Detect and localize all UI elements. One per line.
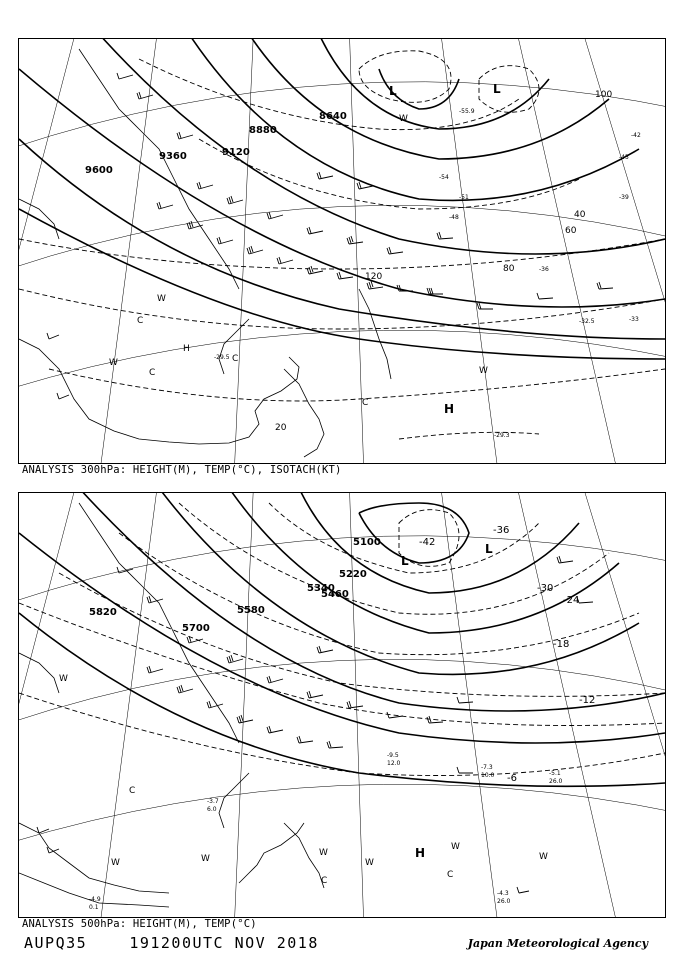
height-label: 5820 bbox=[89, 607, 117, 618]
height-label: 5100 bbox=[353, 537, 381, 548]
station-value: 26.0 bbox=[549, 778, 563, 785]
temp-line-label: -6 bbox=[507, 773, 517, 784]
isotach-label: 100 bbox=[595, 90, 613, 100]
map-300hpa bbox=[19, 39, 665, 463]
warm-marker: W bbox=[451, 842, 460, 852]
height-label: 9120 bbox=[222, 147, 250, 158]
temp-line-label: -42 bbox=[419, 537, 436, 548]
warm-marker: W bbox=[539, 852, 548, 862]
temp-value: -54 bbox=[439, 174, 449, 181]
isotach-label: 80 bbox=[503, 264, 515, 274]
low-center: L bbox=[389, 84, 397, 98]
chart-code-and-time bbox=[24, 934, 319, 952]
high-center: H bbox=[415, 846, 426, 860]
station-value: -5.1 bbox=[549, 770, 561, 777]
isotach-label: 120 bbox=[365, 272, 383, 282]
caption-500hpa: ANALYSIS 500hPa: HEIGHT(M), TEMP(°C) bbox=[22, 918, 257, 930]
height-label: 5700 bbox=[182, 623, 210, 634]
height-label: 5460 bbox=[321, 589, 349, 600]
warm-marker: W bbox=[319, 848, 328, 858]
temp-value: -48 bbox=[449, 214, 459, 221]
isotach-contours-300 bbox=[19, 51, 665, 439]
warm-marker: W bbox=[365, 858, 374, 868]
cold-marker: C bbox=[232, 354, 239, 364]
chart-code: AUPQ35 bbox=[24, 934, 88, 952]
temp-value: -36 bbox=[539, 266, 549, 273]
caption-300hpa: ANALYSIS 300hPa: HEIGHT(M), TEMP(°C), ISOTACH(KT) bbox=[22, 464, 342, 476]
cold-marker: C bbox=[149, 368, 156, 378]
isotach-label: 20 bbox=[275, 423, 287, 433]
temp-line-label: -30 bbox=[537, 583, 554, 594]
height-label: 9360 bbox=[159, 151, 187, 162]
cold-marker: C bbox=[362, 398, 369, 408]
warm-marker: W bbox=[111, 858, 120, 868]
station-value: 0.1 bbox=[89, 904, 99, 911]
height-label: 8640 bbox=[319, 111, 347, 122]
map-panel-500hpa bbox=[18, 492, 666, 918]
graticule-500 bbox=[19, 493, 665, 917]
temp-line-label: -36 bbox=[493, 525, 510, 536]
warm-marker: W bbox=[59, 674, 68, 684]
station-value: -4.9 bbox=[89, 896, 101, 903]
map-500hpa bbox=[19, 493, 665, 917]
station-value: 6.0 bbox=[207, 806, 217, 813]
agency-name: Japan Meteorological Agency bbox=[467, 937, 648, 950]
temp-value: -29.5 bbox=[214, 354, 230, 361]
high-marker: H bbox=[183, 344, 190, 354]
temp-value: -29.3 bbox=[494, 432, 510, 439]
temp-value: -33 bbox=[629, 316, 639, 323]
chart-datetime: 191200UTC NOV 2018 bbox=[129, 934, 319, 952]
temp-line-label: -24 bbox=[563, 595, 580, 606]
height-label: 8880 bbox=[249, 125, 277, 136]
height-label: 5580 bbox=[237, 605, 265, 616]
cold-marker: C bbox=[137, 316, 144, 326]
low-center: L bbox=[485, 542, 493, 556]
height-label: 9600 bbox=[85, 165, 113, 176]
cold-marker: C bbox=[321, 876, 328, 886]
station-value: -4.3 bbox=[497, 890, 509, 897]
station-values-500 bbox=[89, 752, 563, 911]
height-label: 5340 bbox=[307, 583, 335, 594]
low-center: L bbox=[401, 554, 409, 568]
low-center: L bbox=[493, 82, 501, 96]
warm-marker: W bbox=[201, 854, 210, 864]
station-value: -9.5 bbox=[387, 752, 399, 759]
cold-marker: C bbox=[129, 786, 136, 796]
height-labels-500 bbox=[89, 537, 381, 634]
map-panel-300hpa bbox=[18, 38, 666, 464]
height-label: 5220 bbox=[339, 569, 367, 580]
warm-marker: W bbox=[157, 294, 166, 304]
warm-marker: W bbox=[479, 366, 488, 376]
temp-line-label: -12 bbox=[579, 695, 596, 706]
coastlines-500 bbox=[19, 503, 324, 907]
station-value: -3.7 bbox=[207, 798, 219, 805]
isotach-label: 40 bbox=[574, 210, 586, 220]
warm-marker: W bbox=[399, 114, 408, 124]
warm-marker: W bbox=[109, 358, 118, 368]
temp-value: -51 bbox=[459, 194, 469, 201]
station-value: 10.0 bbox=[481, 772, 495, 779]
high-center: H bbox=[444, 402, 455, 416]
station-value: 12.0 bbox=[387, 760, 401, 767]
station-value: 26.0 bbox=[497, 898, 511, 905]
graticule-300 bbox=[19, 39, 665, 463]
isotach-label: 60 bbox=[565, 226, 577, 236]
warm-cold-markers-500 bbox=[59, 674, 548, 886]
temp-value: -42 bbox=[631, 132, 641, 139]
temp-value: -45 bbox=[619, 154, 629, 161]
height-contours-300 bbox=[19, 39, 665, 359]
station-value: -7.3 bbox=[481, 764, 493, 771]
temp-value: -55.9 bbox=[459, 108, 475, 115]
cold-marker: C bbox=[447, 870, 454, 880]
temp-value: -32.5 bbox=[579, 318, 595, 325]
temp-line-label: -18 bbox=[553, 639, 570, 650]
temp-value: -39 bbox=[619, 194, 629, 201]
